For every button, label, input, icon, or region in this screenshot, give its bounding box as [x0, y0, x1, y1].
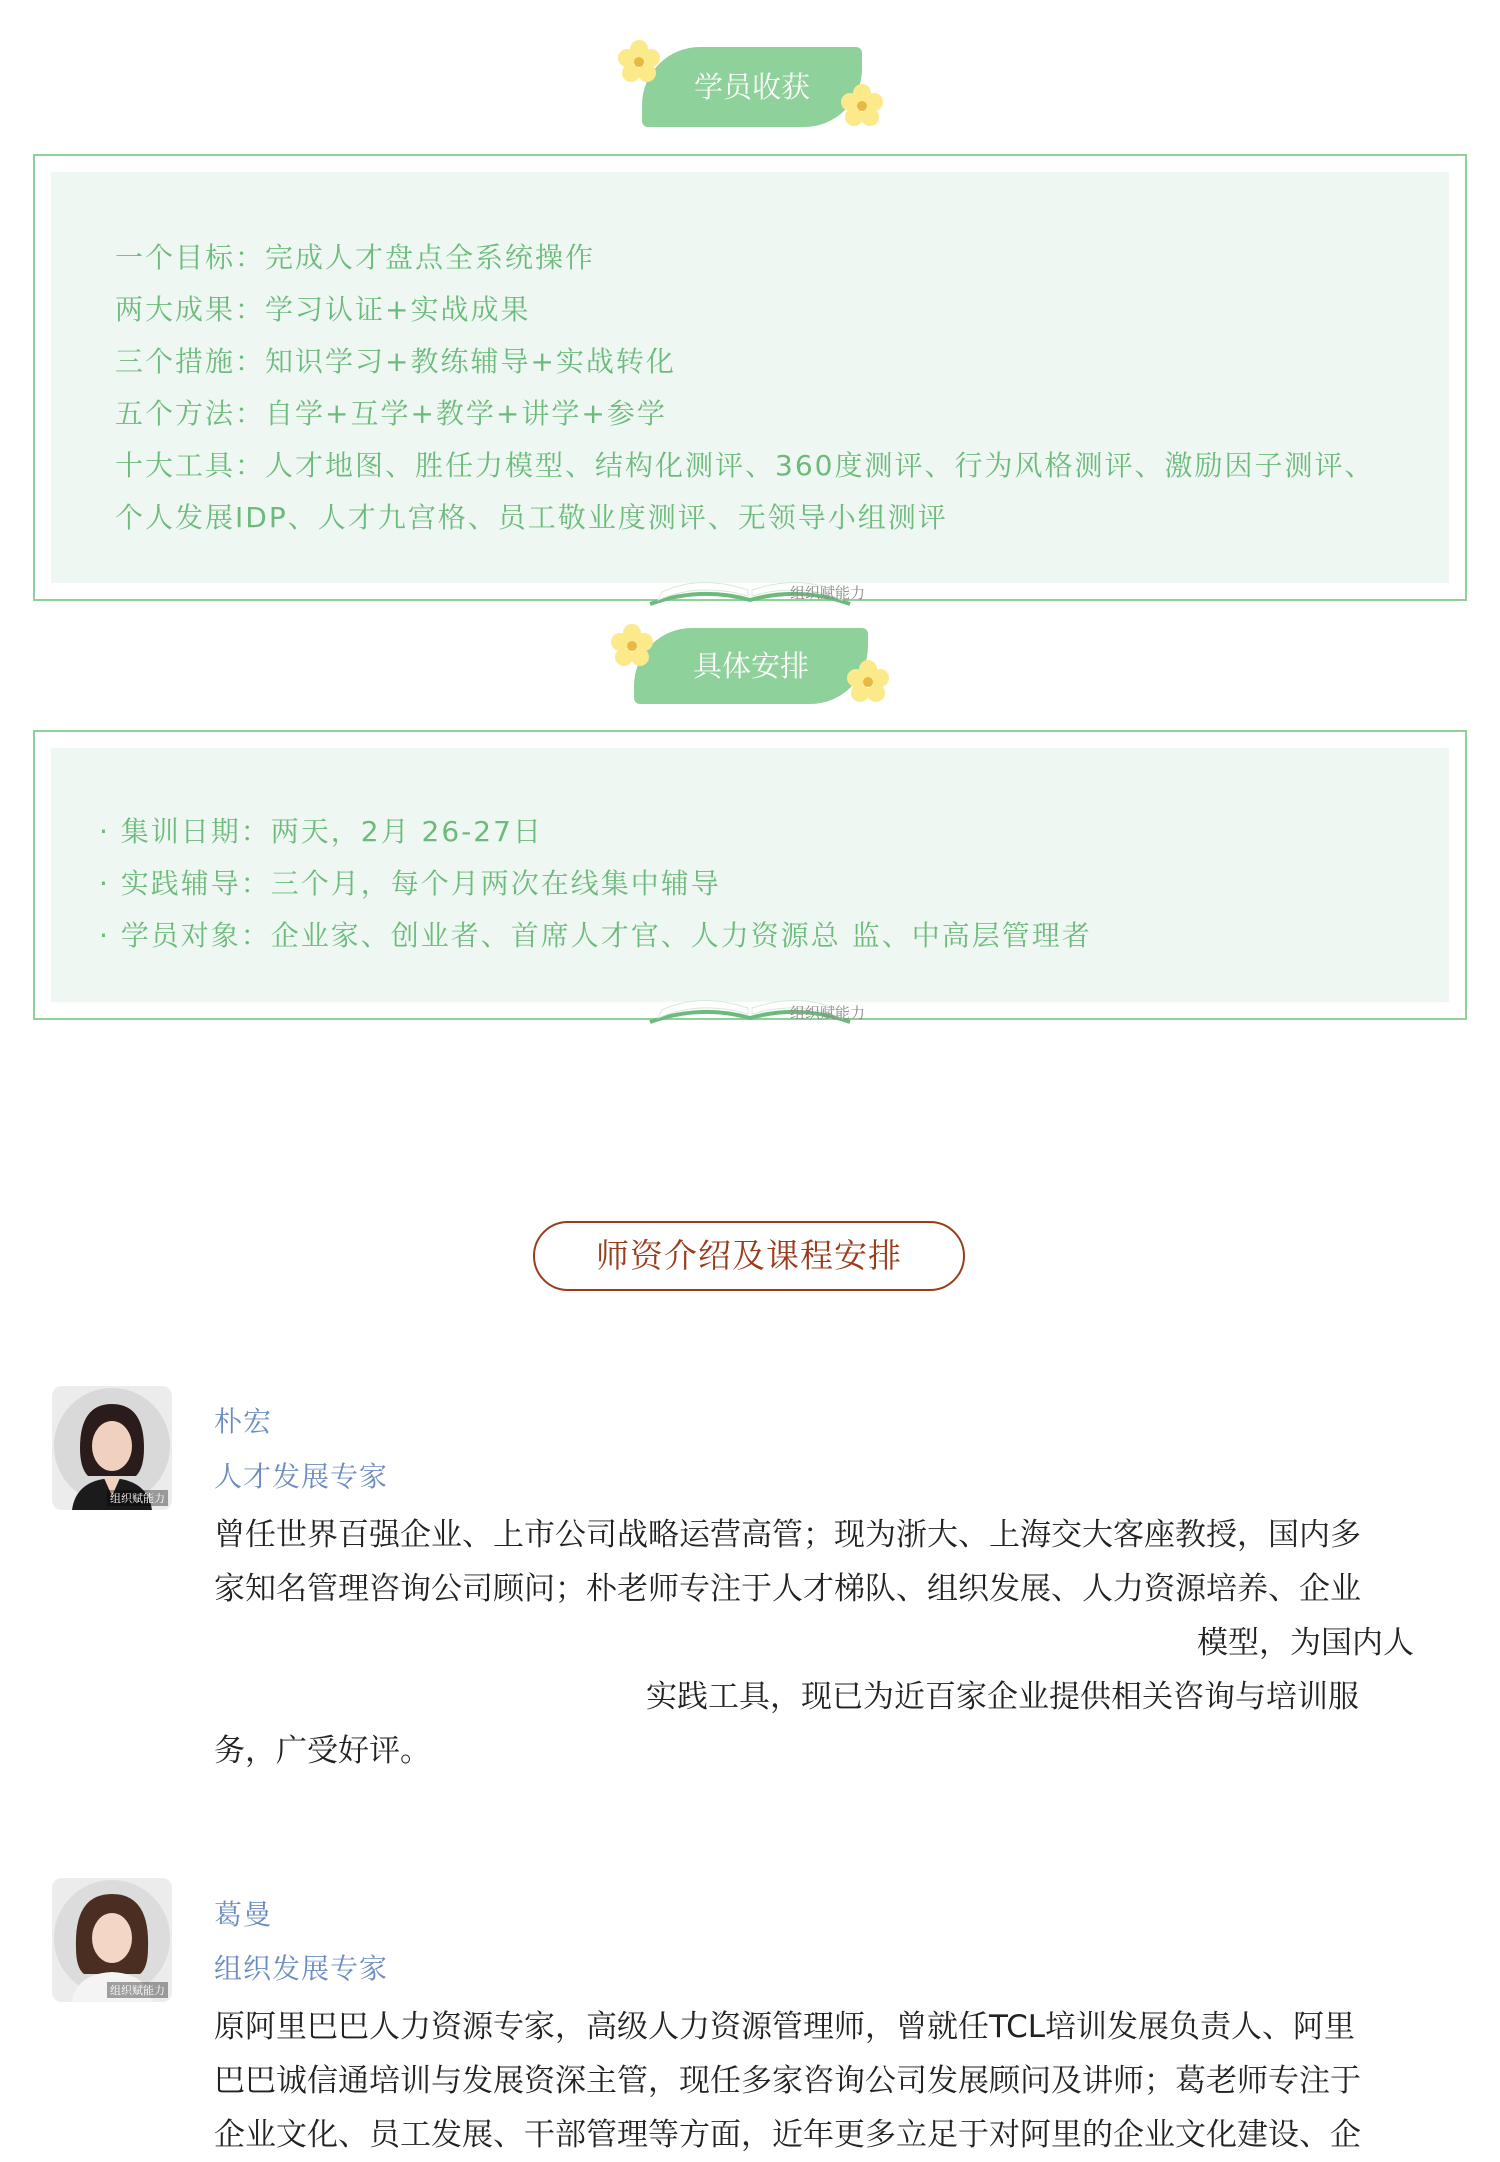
- gains-line: 一个目标：完成人才盘点全系统操作: [115, 241, 596, 274]
- schedule-panel: [33, 730, 1467, 1020]
- gains-line: 两大成果：学习认证+实战成果: [115, 293, 531, 326]
- schedule-tab-label: 具体安排: [692, 649, 809, 683]
- schedule-line: · 学员对象：企业家、创业者、首席人才官、人力资源总 监、中高层管理者: [99, 919, 1092, 952]
- section-title: 师资介绍及课程安排: [533, 1221, 965, 1291]
- flower-icon: [844, 658, 892, 706]
- teacher-role: 人才发展专家: [214, 1460, 389, 1493]
- bio-line: 模型，为国内人: [1197, 1625, 1414, 1661]
- teacher-bio: [214, 1508, 1444, 1778]
- flower-icon: [608, 622, 656, 670]
- schedule-tab: [634, 628, 868, 704]
- gains-tab-label: 学员收获: [693, 70, 810, 104]
- bio-line: 巴巴诚信通培训与发展资深主管，现任多家咨询公司发展顾问及讲师；葛老师专注于: [214, 2063, 1361, 2099]
- gains-tab: [642, 47, 862, 127]
- bio-line: 实践工具，现已为近百家企业提供相关咨询与培训服: [646, 1679, 1359, 1715]
- bio-line: 家知名管理咨询公司顾问；朴老师专注于人才梯队、组织发展、人力资源培养、企业: [214, 1571, 1361, 1607]
- teacher-role: 组织发展专家: [214, 1952, 389, 1985]
- gains-line: 五个方法：自学+互学+教学+讲学+参学: [115, 397, 667, 430]
- flower-icon: [838, 82, 886, 130]
- bio-line: 企业文化、员工发展、干部管理等方面，近年更多立足于对阿里的企业文化建设、企: [214, 2117, 1361, 2153]
- bio-line: 原阿里巴巴人力资源专家，高级人力资源管理师，曾就任TCL培训发展负责人、阿里: [214, 2009, 1356, 2045]
- avatar: [52, 1386, 172, 1510]
- avatar-watermark: 组织赋能力: [107, 1490, 168, 1506]
- gains-line: 三个措施：知识学习+教练辅导+实战转化: [115, 345, 676, 378]
- schedule-panel-inner: [51, 748, 1449, 1002]
- teacher-name: 葛曼: [214, 1898, 273, 1931]
- bio-line: 曾任世界百强企业、上市公司战略运营高管；现为浙大、上海交大客座教授，国内多: [214, 1517, 1361, 1553]
- schedule-watermark: 组织赋能力: [790, 1004, 866, 1022]
- schedule-line: · 实践辅导：三个月，每个月两次在线集中辅导: [99, 867, 721, 900]
- teacher-name: 朴宏: [214, 1405, 273, 1438]
- avatar-watermark: 组织赋能力: [107, 1982, 168, 1998]
- bio-line: 务，广受好评。: [214, 1733, 431, 1769]
- avatar: [52, 1878, 172, 2002]
- teacher-bio: [214, 2000, 1444, 2162]
- schedule-line: · 集训日期：两天，2月 26-27日: [99, 815, 543, 848]
- gains-watermark: 组织赋能力: [790, 584, 866, 602]
- gains-line: 个人发展IDP、人才九宫格、员工敬业度测评、无领导小组测评: [115, 501, 948, 534]
- gains-panel-inner: [51, 172, 1449, 583]
- flower-icon: [615, 38, 663, 86]
- gains-line: 十大工具：人才地图、胜任力模型、结构化测评、360度测评、行为风格测评、激励因子测评、: [115, 449, 1375, 482]
- gains-panel: [33, 154, 1467, 601]
